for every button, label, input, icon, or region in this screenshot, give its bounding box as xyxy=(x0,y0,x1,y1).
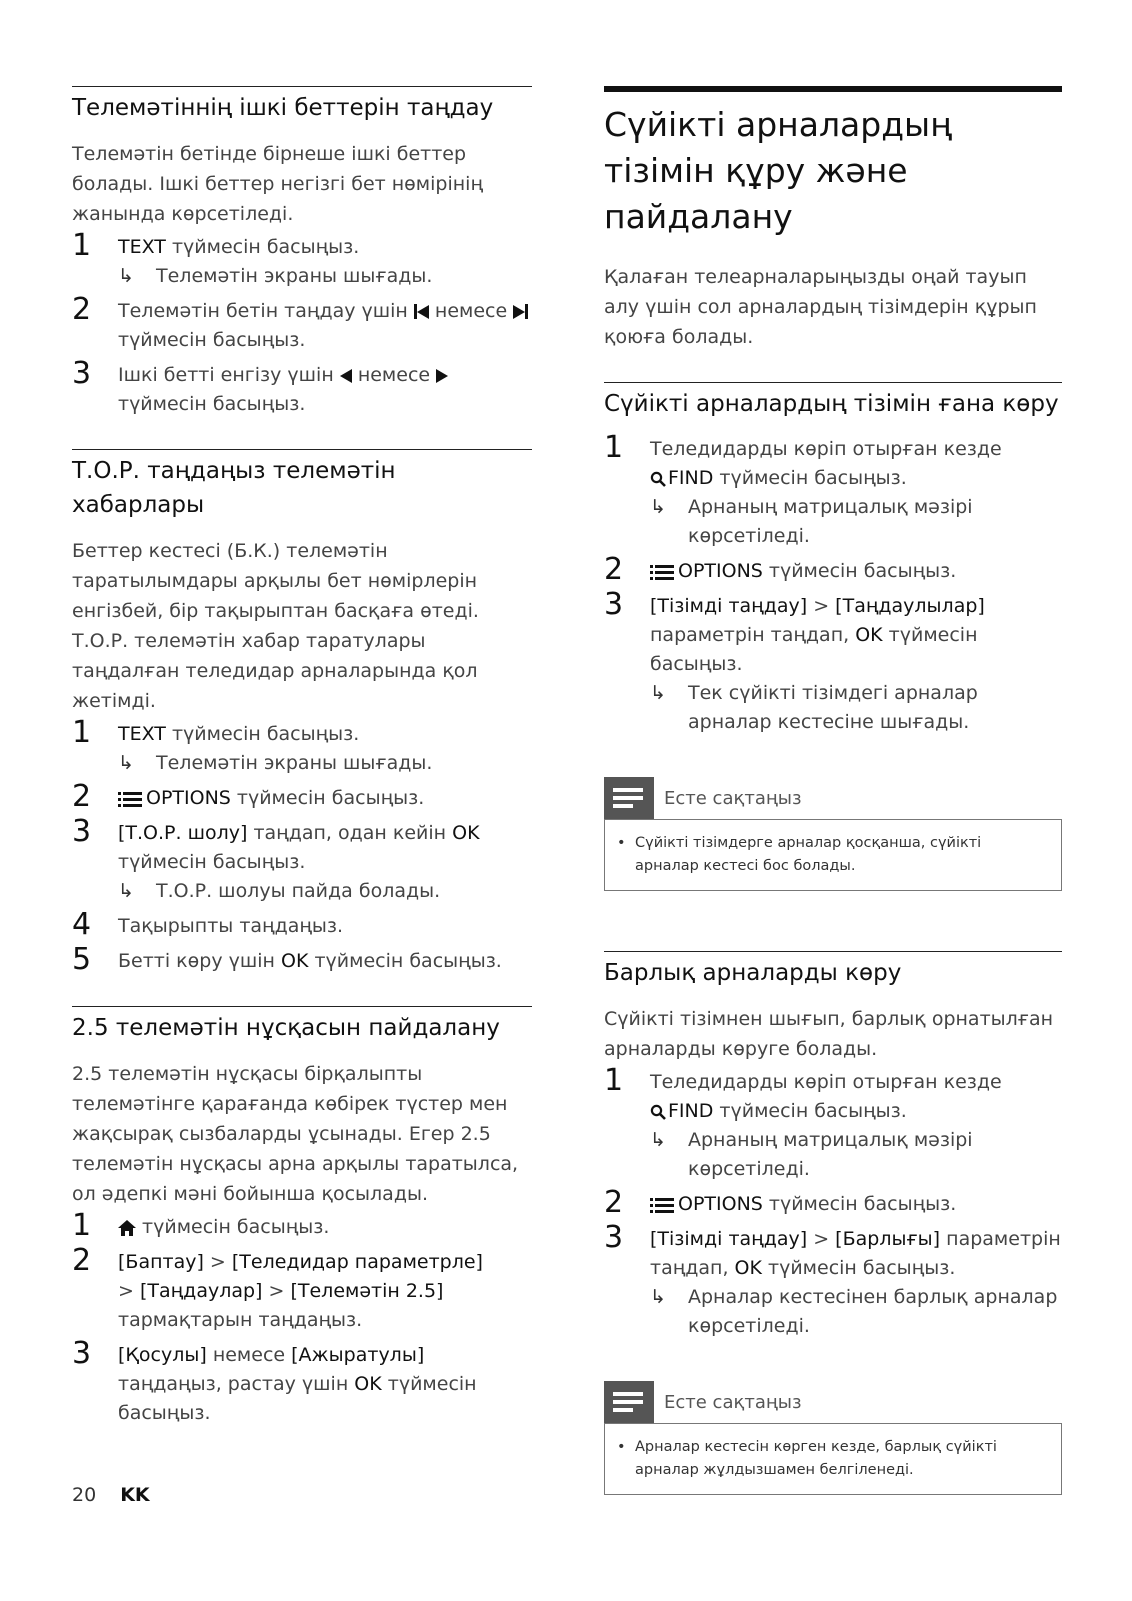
find-icon xyxy=(650,471,666,487)
menu-path: [Баптау] xyxy=(118,1251,204,1273)
key-label: OPTIONS xyxy=(678,1193,763,1215)
step-text: таңдаңыз, растау үшін xyxy=(118,1373,355,1395)
steps-list xyxy=(72,228,532,419)
result-arrow-icon: ↳ xyxy=(650,682,666,704)
step-text: немесе xyxy=(206,1344,292,1366)
step-text: Теледидарды көріп отырған кезде xyxy=(650,438,1002,460)
result-arrow-icon: ↳ xyxy=(650,1286,666,1308)
step-text: Тақырыпты таңдаңыз. xyxy=(118,915,344,937)
key-label: OK xyxy=(855,624,883,646)
section-intro: 2.5 телемәтін нұсқасы бірқалыпты телемәтінге қарағанда көбірек түстер мен жақсырақ сызбаларды ұсынады. Егер 2.5 телемәтін нұсқасы арна арқылы таратылса, ол әдепкі мәні бойынша қосылады. xyxy=(72,1063,519,1205)
step-item xyxy=(72,1336,532,1428)
section-title-subpages: Телемәтіннің ішкі беттерін таңдау xyxy=(72,95,494,121)
menu-path: [Тізімді таңдау] xyxy=(650,595,808,617)
key-label: FIND xyxy=(668,1100,714,1122)
note-callout xyxy=(604,777,1062,891)
note-label: Есте сақтаңыз xyxy=(664,1391,802,1413)
menu-path: [Т.О.Р. шолу] xyxy=(118,822,248,844)
step-number: 2 xyxy=(72,292,92,327)
result-text: Арнаның матрицалық мәзірі көрсетіледі. xyxy=(688,1129,973,1180)
page-number: 20 xyxy=(72,1484,97,1506)
key-label: TEXT xyxy=(118,236,166,258)
step-item xyxy=(72,228,532,291)
result-text: Тек сүйікті тізімдегі арналар арналар кестесіне шығады. xyxy=(688,682,978,733)
step-text: таңдап, одан кейін xyxy=(247,822,453,844)
steps-list xyxy=(72,715,532,977)
section-divider xyxy=(72,449,532,450)
section-intro: Телемәтін бетінде бірнеше ішкі беттер болады. Ішкі беттер негізгі бет нөмірінің жанында көрсетіледі. xyxy=(72,143,484,225)
steps-list xyxy=(604,1063,1062,1341)
key-label: TEXT xyxy=(118,723,166,745)
step-item xyxy=(72,942,532,977)
step-text: түймесін басыңыз. xyxy=(230,787,425,809)
right-column xyxy=(604,86,1062,1495)
step-text: түймесін басыңыз. xyxy=(136,1216,330,1238)
result-arrow-icon: ↳ xyxy=(118,880,134,902)
page-title: Сүйікті арналардың тізімін құру және пайдалану xyxy=(604,105,952,236)
key-label: OK xyxy=(734,1257,762,1279)
note-header xyxy=(604,1381,1062,1423)
language-code: KK xyxy=(120,1484,150,1506)
step-number: 2 xyxy=(604,552,624,587)
step-text: түймесін басыңыз. xyxy=(650,624,978,675)
note-text: Арналар кестесін көрген кезде, барлық сүйікті арналар жұлдызшамен белгіленеді. xyxy=(635,1439,997,1478)
step-text: Ішкі бетті енгізу үшін xyxy=(118,364,340,386)
step-text: Бетті көру үшін xyxy=(118,950,281,972)
step-text: түймесін басыңыз. xyxy=(118,329,306,351)
step-text: немесе xyxy=(428,300,514,322)
section-title-teletext-25: 2.5 телемәтін нұсқасын пайдалану xyxy=(72,1015,500,1041)
step-number: 2 xyxy=(604,1185,624,1220)
step-item xyxy=(72,356,532,419)
options-icon xyxy=(650,1197,674,1213)
step-item xyxy=(72,1243,532,1335)
steps-list xyxy=(72,1208,532,1428)
result-text: Арналар кестесінен барлық арналар көрсетіледі. xyxy=(688,1286,1058,1337)
step-text: параметрін таңдап, xyxy=(650,1228,1061,1279)
result-arrow-icon: ↳ xyxy=(650,1129,666,1151)
section-divider xyxy=(72,86,532,87)
step-text: түймесін басыңыз. xyxy=(761,1257,956,1279)
step-text: түймесін басыңыз. xyxy=(713,1100,907,1122)
step-result xyxy=(118,749,532,778)
menu-separator: > xyxy=(262,1280,291,1302)
step-text: түймесін басыңыз. xyxy=(308,950,502,972)
note-callout xyxy=(604,1381,1062,1495)
result-arrow-icon: ↳ xyxy=(650,496,666,518)
step-text: түймесін басыңыз. xyxy=(165,236,360,258)
step-number: 2 xyxy=(72,1243,92,1278)
key-label: OK xyxy=(354,1373,382,1395)
left-arrow-icon xyxy=(340,369,352,383)
section-intro: Беттер кестесі (Б.К.) телемәтін таратылымдары арқылы бет нөмірлерін енгізбей, бір тақырыптан басқаға өтеді. Т.О.Р. телемәтін хабар таратулары таңдалған теледидар арналарында қол жетімді. xyxy=(72,540,479,712)
result-text: Арнаның матрицалық мәзірі көрсетіледі. xyxy=(688,496,973,547)
step-text: түймесін басыңыз. xyxy=(118,1373,477,1424)
options-icon xyxy=(650,564,674,580)
result-arrow-icon: ↳ xyxy=(118,265,134,287)
chapter-intro: Қалаған телеарналарыңызды оңай тауып алу үшін сол арналардың тізімдерін құрып қоюға болады. xyxy=(604,266,1037,348)
menu-path: [Тізімді таңдау] xyxy=(650,1228,808,1250)
step-number: 3 xyxy=(72,1336,92,1371)
right-arrow-icon xyxy=(436,369,448,383)
step-result xyxy=(650,1283,1062,1341)
section-divider xyxy=(604,382,1062,383)
note-text: Сүйікті тізімдерге арналар қосқанша, сүйікті арналар кестесі бос болады. xyxy=(635,835,982,874)
step-number: 1 xyxy=(604,1063,624,1098)
menu-path: [Телемәтін 2.5] xyxy=(290,1280,444,1302)
step-text: түймесін басыңыз. xyxy=(118,393,306,415)
menu-separator: > xyxy=(807,595,836,617)
menu-path: [Қосулы] xyxy=(118,1344,207,1366)
step-item xyxy=(604,552,1062,587)
menu-path: [Барлығы] xyxy=(835,1228,941,1250)
key-label: FIND xyxy=(668,467,714,489)
result-text: Т.О.Р. шолуы пайда болады. xyxy=(156,880,441,902)
key-label: OPTIONS xyxy=(678,560,763,582)
options-icon xyxy=(118,791,142,807)
step-item xyxy=(72,292,532,355)
note-label: Есте сақтаңыз xyxy=(664,787,802,809)
step-item xyxy=(604,1063,1062,1184)
step-item xyxy=(72,779,532,814)
steps-list xyxy=(604,430,1062,737)
menu-path: [Таңдаулылар] xyxy=(835,595,985,617)
result-text: Телемәтін экраны шығады. xyxy=(156,752,433,774)
page-footer xyxy=(72,1484,150,1506)
step-text: немесе xyxy=(351,364,437,386)
step-number: 1 xyxy=(72,1208,92,1243)
step-result xyxy=(650,679,1062,737)
bullet-icon: • xyxy=(617,1439,626,1455)
step-text: тармақтарын таңдаңыз. xyxy=(118,1309,363,1331)
menu-separator: > xyxy=(203,1251,232,1273)
step-number: 1 xyxy=(72,228,92,263)
step-result xyxy=(118,262,532,291)
step-number: 3 xyxy=(604,587,624,622)
key-label: OK xyxy=(281,950,309,972)
menu-path: [Теледидар параметрле] xyxy=(231,1251,483,1273)
step-item xyxy=(72,715,532,778)
section-title-all-channels: Барлық арналарды көру xyxy=(604,960,902,986)
step-text: түймесін басыңыз. xyxy=(713,467,907,489)
key-label: OK xyxy=(452,822,480,844)
step-number: 3 xyxy=(72,814,92,849)
step-item xyxy=(72,907,532,942)
step-result xyxy=(118,877,532,906)
step-text: Теледидарды көріп отырған кезде xyxy=(650,1071,1002,1093)
note-icon xyxy=(604,1381,654,1423)
menu-separator: > xyxy=(807,1228,836,1250)
bullet-icon: • xyxy=(617,835,626,851)
skip-next-icon xyxy=(513,304,528,319)
menu-separator: > xyxy=(118,1280,140,1302)
menu-path: [Ажыратулы] xyxy=(291,1344,425,1366)
note-body xyxy=(604,1423,1062,1495)
step-text: түймесін басыңыз. xyxy=(762,560,957,582)
find-icon xyxy=(650,1104,666,1120)
step-number: 2 xyxy=(72,779,92,814)
step-number: 1 xyxy=(72,715,92,750)
step-item xyxy=(604,430,1062,551)
section-intro: Сүйікті тізімнен шығып, барлық орнатылған арналарды көруге болады. xyxy=(604,1008,1054,1060)
step-text: түймесін басыңыз. xyxy=(165,723,360,745)
step-result xyxy=(650,1126,1062,1184)
key-label: OPTIONS xyxy=(146,787,231,809)
section-title-top-teletext: Т.О.Р. таңдаңыз телемәтін хабарлары xyxy=(72,458,396,518)
step-item xyxy=(72,1208,532,1243)
step-number: 1 xyxy=(604,430,624,465)
home-icon xyxy=(118,1220,136,1236)
step-item xyxy=(604,587,1062,737)
step-number: 4 xyxy=(72,907,92,942)
section-divider xyxy=(72,1006,532,1007)
step-text: түймесін басыңыз. xyxy=(762,1193,957,1215)
skip-previous-icon xyxy=(414,304,429,319)
step-text: Телемәтін бетін таңдау үшін xyxy=(118,300,414,322)
section-divider xyxy=(604,951,1062,952)
note-icon xyxy=(604,777,654,819)
step-number: 3 xyxy=(72,356,92,391)
chapter-divider xyxy=(604,86,1062,92)
note-header xyxy=(604,777,1062,819)
result-text: Телемәтін экраны шығады. xyxy=(156,265,433,287)
menu-path: [Таңдаулар] xyxy=(139,1280,263,1302)
result-arrow-icon: ↳ xyxy=(118,752,134,774)
step-result xyxy=(650,493,1062,551)
step-number: 5 xyxy=(72,942,92,977)
step-item xyxy=(604,1185,1062,1220)
left-column xyxy=(72,86,532,1434)
step-item xyxy=(72,814,532,906)
step-text: параметрін таңдап, xyxy=(650,624,856,646)
note-body xyxy=(604,819,1062,891)
step-number: 3 xyxy=(604,1220,624,1255)
section-title-favourites-only: Сүйікті арналардың тізімін ғана көру xyxy=(604,391,1059,417)
step-text: түймесін басыңыз. xyxy=(118,851,306,873)
step-item xyxy=(604,1220,1062,1341)
